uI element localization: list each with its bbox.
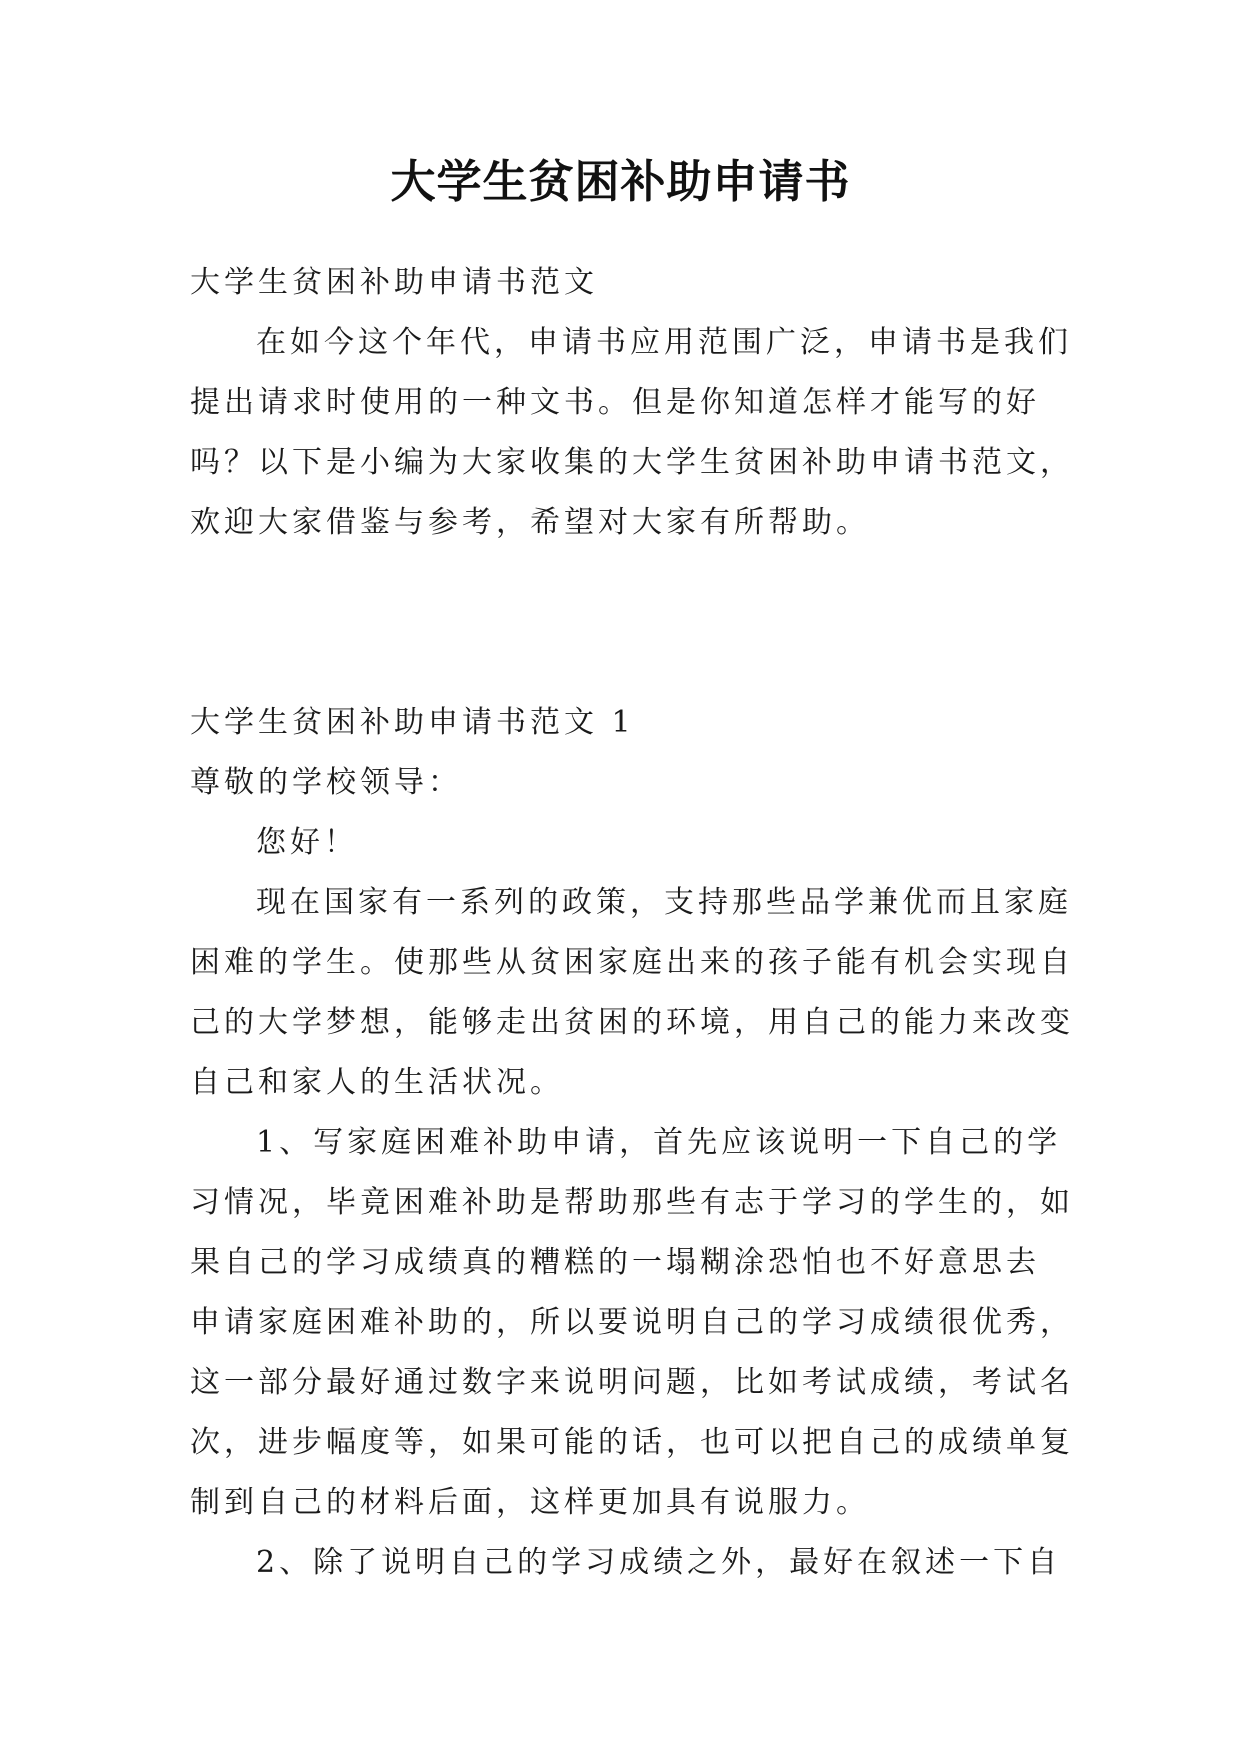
intro-line: 提出请求时使用的一种文书。但是你知道怎样才能写的好 — [190, 385, 1040, 420]
paragraph-line: 自己和家人的生活状况。 — [190, 1065, 564, 1100]
paragraph-line: 现在国家有一系列的政策，支持那些品学兼优而且家庭 — [256, 885, 1072, 920]
paragraph-line: 困难的学生。使那些从贫困家庭出来的孩子能有机会实现自 — [190, 945, 1074, 980]
paragraph-line: 2、除了说明自己的学习成绩之外，最好在叙述一下自 — [256, 1545, 1062, 1580]
salutation: 尊敬的学校领导： — [190, 765, 462, 800]
paragraph-line: 次，进步幅度等，如果可能的话，也可以把自己的成绩单复 — [190, 1425, 1074, 1460]
paragraph-line: 这一部分最好通过数字来说明问题，比如考试成绩，考试名 — [190, 1365, 1074, 1400]
intro-line: 吗？以下是小编为大家收集的大学生贫困补助申请书范文， — [190, 445, 1074, 480]
intro-heading: 大学生贫困补助申请书范文 — [190, 265, 598, 300]
document-title: 大学生贫困补助申请书 — [390, 155, 851, 208]
paragraph-line: 习情况，毕竟困难补助是帮助那些有志于学习的学生的，如 — [190, 1185, 1074, 1220]
greeting: 您好！ — [256, 825, 358, 860]
sample1-section — [190, 693, 1074, 1593]
intro-line: 欢迎大家借鉴与参考，希望对大家有所帮助。 — [190, 505, 870, 540]
paragraph-line: 己的大学梦想，能够走出贫困的环境，用自己的能力来改变 — [190, 1005, 1074, 1040]
sample1-heading: 大学生贫困补助申请书范文 1 — [190, 705, 635, 740]
paragraph-line: 申请家庭困难补助的，所以要说明自己的学习成绩很优秀， — [190, 1305, 1074, 1340]
paragraph-line: 制到自己的材料后面，这样更加具有说服力。 — [190, 1485, 870, 1520]
intro-section — [190, 253, 1074, 553]
paragraph-line: 果自己的学习成绩真的糟糕的一塌糊涂恐怕也不好意思去 — [190, 1245, 1040, 1280]
paragraph-line: 1、写家庭困难补助申请，首先应该说明一下自己的学 — [256, 1125, 1062, 1160]
intro-line: 在如今这个年代，申请书应用范围广泛，申请书是我们 — [256, 325, 1072, 360]
